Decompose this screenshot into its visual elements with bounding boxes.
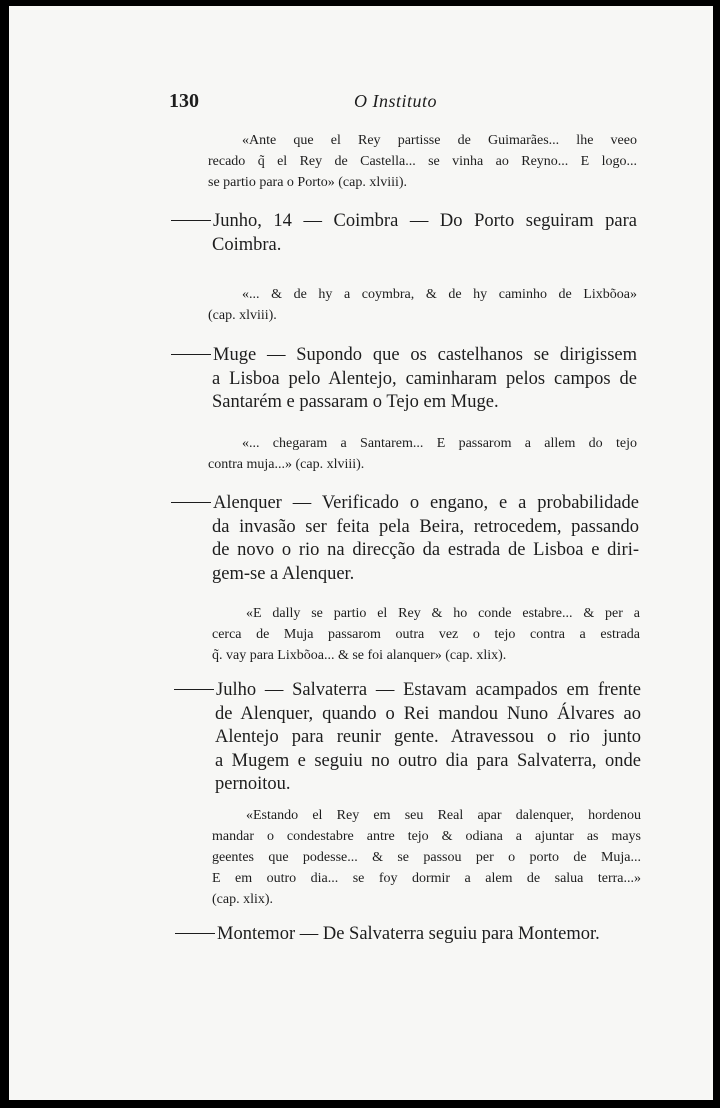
quote-line: geentes que podesse... & se passou per o porto de Muja... (212, 850, 641, 865)
quote-line: E em outro dia... se foy dormir a alem de salua terra...» (212, 871, 641, 886)
entry-first-line: Junho, 14 — Coimbra — Do Porto seguiram para (171, 210, 637, 234)
em-rule (174, 689, 214, 690)
quote-line: «... & de hy a coymbra, & de hy caminho de Lixbõoa» (242, 287, 637, 302)
quote-line: «Ante que el Rey partisse de Guimarães... lhe veeo (242, 133, 637, 148)
em-rule (171, 220, 211, 221)
quote-block (208, 130, 637, 193)
itinerary-entry (175, 923, 641, 947)
quote-line: se partio para o Porto» (cap. xlviii). (208, 175, 408, 190)
quote-line: (cap. xlviii). (208, 308, 277, 323)
quote-block (208, 284, 637, 326)
quote-line: «... chegaram a Santarem... E passarom a allem do tejo (242, 436, 637, 451)
entry-line: gem-se a Alenquer. (212, 563, 355, 584)
em-rule (171, 502, 211, 503)
itinerary-entry (171, 344, 637, 415)
entry-first-line: Muge — Supondo que os castelhanos se dirigissem (171, 344, 637, 368)
entry-line: a Mugem e seguiu no outro dia para Salvaterra, onde (215, 750, 641, 771)
em-rule (175, 933, 215, 934)
quote-line: contra muja...» (cap. xlviii). (208, 457, 365, 472)
itinerary-entry (171, 210, 637, 257)
quote-line: q̃. vay para Lixbõoa... & se foi alanquer» (cap. xlix). (212, 648, 507, 663)
running-title: O Instituto (354, 91, 438, 111)
entry-line: de Alenquer, quando o Rei mandou Nuno Álvares ao (215, 703, 641, 724)
quote-block (212, 805, 641, 910)
entry-line: da invasão ser feita pela Beira, retrocedem, passando (212, 516, 639, 537)
entry-first-line: Montemor — De Salvaterra seguiu para Montemor. (175, 923, 641, 947)
quote-line: (cap. xlix). (212, 892, 274, 907)
itinerary-entry (171, 492, 639, 586)
entry-line: pernoitou. (215, 774, 291, 794)
entry-line: de novo o rio na direcção da estrada de Lisboa e diri- (212, 540, 639, 560)
entry-line: Santarém e passaram o Tejo em Muge. (212, 392, 499, 412)
quote-block (212, 603, 640, 666)
quote-line: «Estando el Rey em seu Real apar dalenquer, hordenou (246, 808, 641, 823)
quote-line: «E dally se partio el Rey & ho conde estabre... & per a (246, 606, 640, 621)
quote-line: cerca de Muja passarom outra vez o tejo contra a estrada (212, 627, 640, 642)
page-number: 130 (169, 90, 199, 112)
entry-line: Coimbra. (212, 234, 282, 255)
quote-line: recado q̃ el Rey de Castella... se vinha ao Reyno... E logo... (208, 154, 637, 169)
entry-line: a Lisboa pelo Alentejo, caminharam pelos campos de (212, 368, 637, 389)
entry-first-line: Julho — Salvaterra — Estavam acampados em frente (174, 679, 641, 703)
em-rule (171, 354, 211, 355)
entry-first-line: Alenquer — Verificado o engano, e a probabilidade (171, 492, 639, 516)
quote-line: mandar o condestabre antre tejo & odiana a ajuntar as mays (212, 829, 641, 844)
book-page (9, 6, 713, 1100)
itinerary-entry (174, 679, 641, 797)
quote-block (208, 433, 637, 475)
entry-line: Alentejo para reunir gente. Atravessou o rio junto (215, 727, 641, 747)
